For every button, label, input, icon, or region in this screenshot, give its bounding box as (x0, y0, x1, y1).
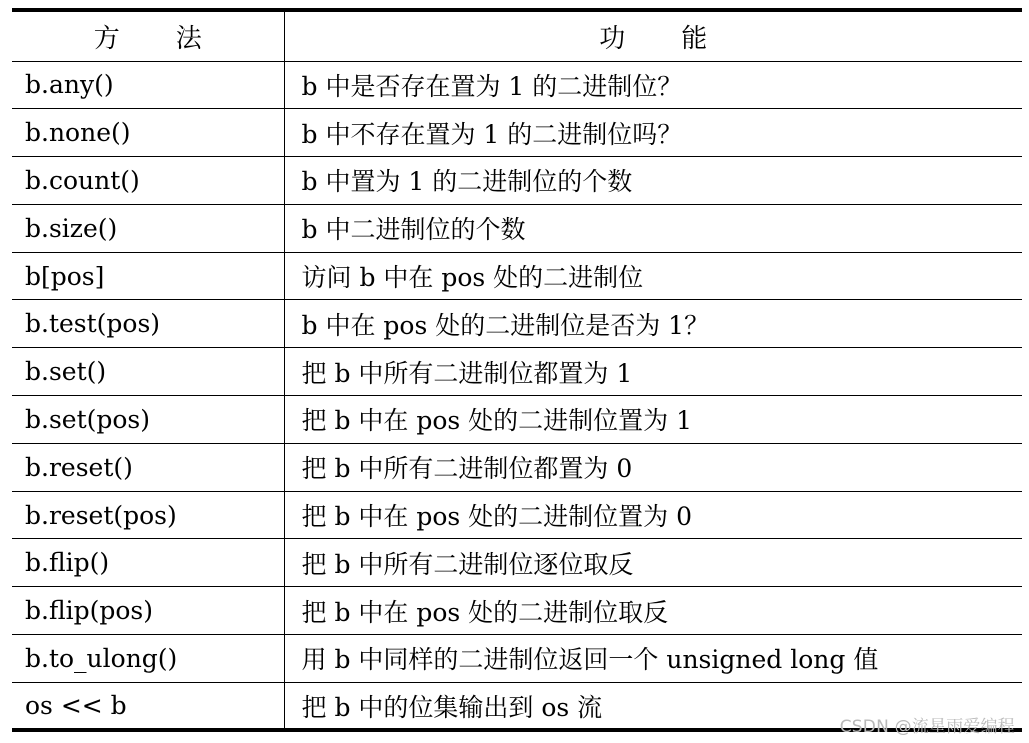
method-header-char-1: 方 (93, 23, 120, 54)
header-row (12, 10, 1022, 61)
table-row (12, 443, 1022, 491)
function-cell: b 中二进制位的个数 (284, 204, 1022, 252)
table-row (12, 635, 1022, 683)
method-cell: b.size() (12, 204, 284, 252)
table-row (12, 587, 1022, 635)
function-cell: 把 b 中在 pos 处的二进制位取反 (284, 587, 1022, 635)
function-cell: 把 b 中所有二进制位都置为 1 (284, 348, 1022, 396)
method-cell: b.flip(pos) (12, 587, 284, 635)
bitset-operations-table-container (12, 8, 1022, 732)
table-row (12, 109, 1022, 157)
function-cell: 把 b 中所有二进制位都置为 0 (284, 443, 1022, 491)
function-cell: b 中在 pos 处的二进制位是否为 1？ (284, 300, 1022, 348)
function-header-char-2: 能 (681, 23, 708, 54)
table-row (12, 252, 1022, 300)
method-header-char-2: 法 (175, 23, 202, 54)
method-cell: b.count() (12, 157, 284, 205)
watermark: CSDN @流星雨爱编程 (839, 717, 1015, 737)
function-column-header (284, 10, 1022, 61)
table-row (12, 348, 1022, 396)
method-cell: b.any() (12, 61, 284, 109)
method-cell: b.set(pos) (12, 396, 284, 444)
table-row (12, 61, 1022, 109)
function-cell: 把 b 中所有二进制位逐位取反 (284, 539, 1022, 587)
table-row (12, 204, 1022, 252)
function-cell: 用 b 中同样的二进制位返回一个 unsigned long 值 (284, 635, 1022, 683)
method-column-header (12, 10, 284, 61)
bitset-operations-table (12, 8, 1022, 732)
method-cell: b[pos] (12, 252, 284, 300)
table-row (12, 300, 1022, 348)
method-cell: b.flip() (12, 539, 284, 587)
method-cell: b.to_ulong() (12, 635, 284, 683)
function-cell: b 中是否存在置为 1 的二进制位？ (301, 71, 683, 101)
method-cell: os << b (12, 682, 284, 730)
function-cell: 把 b 中的位集输出到 os 流 (284, 682, 1022, 730)
function-cell: 访问 b 中在 pos 处的二进制位 (284, 252, 1022, 300)
function-cell: 把 b 中在 pos 处的二进制位置为 1 (284, 396, 1022, 444)
method-cell: b.none() (12, 109, 284, 157)
method-cell: b.set() (12, 348, 284, 396)
method-cell: b.reset(pos) (12, 491, 284, 539)
table-body (12, 61, 1022, 730)
function-cell: b 中不存在置为 1 的二进制位吗？ (284, 109, 1022, 157)
method-cell: b.test(pos) (12, 300, 284, 348)
table-row (12, 539, 1022, 587)
function-cell: b 中置为 1 的二进制位的个数 (284, 157, 1022, 205)
table-row (12, 396, 1022, 444)
table-header (12, 10, 1022, 61)
function-header-char-1: 功 (599, 23, 626, 54)
method-cell: b.reset() (12, 443, 284, 491)
function-cell: 把 b 中在 pos 处的二进制位置为 0 (284, 491, 1022, 539)
method-header-text (94, 18, 202, 55)
table-row (12, 157, 1022, 205)
table-row (12, 491, 1022, 539)
function-header-text (599, 18, 707, 55)
